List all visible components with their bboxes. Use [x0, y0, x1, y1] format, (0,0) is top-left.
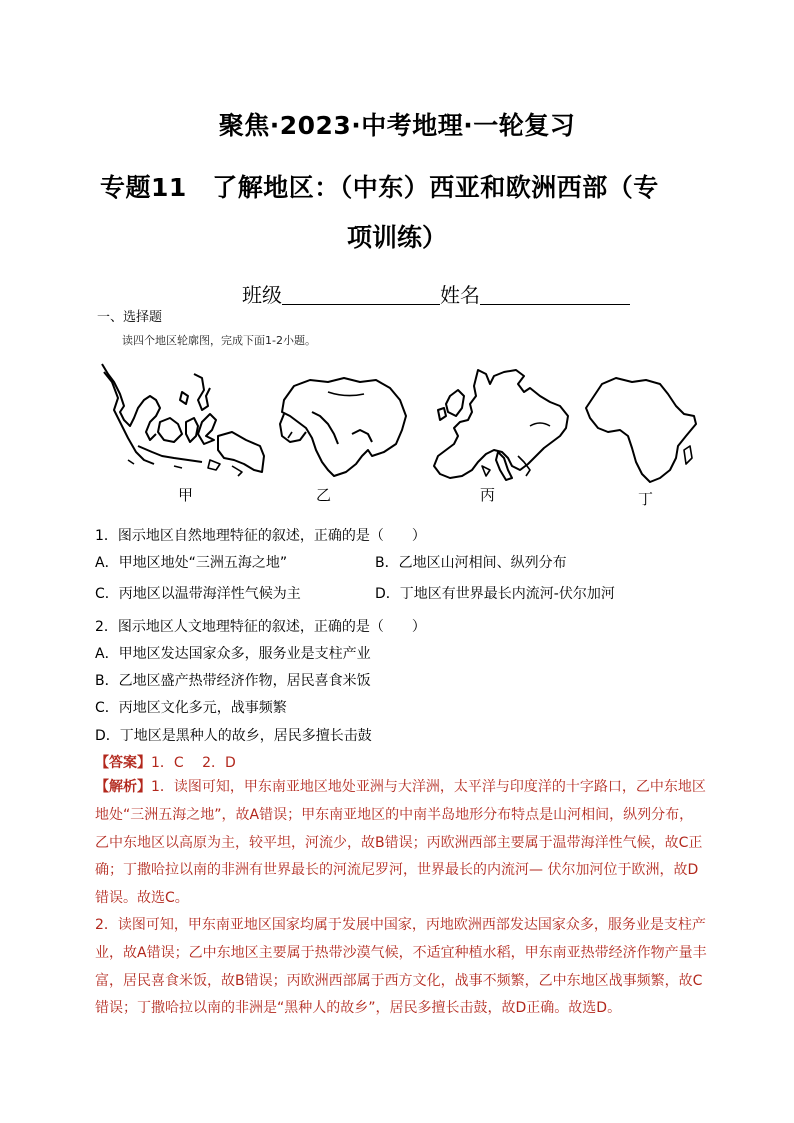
answer-line: [95, 752, 236, 772]
name-label: 姓名: [440, 283, 480, 307]
map-southeast-asia: [98, 360, 266, 478]
question-2-stem: 2．图示地区人文地理特征的叙述，正确的是（ ）: [95, 619, 426, 635]
analysis-paragraph-1: [95, 774, 707, 913]
analysis-text-1: 1．读图可知，甲东南亚地区地处亚洲与大洋洲，太平洋与印度洋的十字路口，乙中东地区地处“三洲五海之地”，故A错误；甲东南亚地区的中南半岛地形分布特点是山河相间，纵列分布，乙中东地区以高原为主，较平坦，河流少，故B错误；丙欧洲西部主要属于温带海洋性气候，故C正确；丁撒哈拉以南的非洲有世界最长的河流尼罗河，世界最长的内流河— 伏尔加河位于欧洲，故D错误。故选C。: [95, 779, 706, 907]
name-blank: [480, 284, 630, 305]
analysis-paragraph-2: [95, 912, 707, 1023]
map-label-yi: 乙: [316, 486, 332, 504]
question-intro: 读四个地区轮廓图，完成下面1-2小题。: [122, 334, 316, 347]
question-2-option-a: A．甲地区发达国家众多，服务业是支柱产业: [95, 646, 371, 662]
map-western-europe: [420, 366, 572, 484]
answer-text: 1．C 2．D: [151, 755, 236, 771]
map-middle-east: [272, 372, 410, 484]
map-label-jia: 甲: [178, 486, 194, 504]
class-label: 班级: [242, 283, 282, 307]
analysis-text-2: 2．读图可知，甲东南亚地区国家均属于发展中国家，丙地欧洲西部发达国家众多，服务业是支柱产业，故A错误；乙中东地区主要属于热带沙漠气候，不适宜种植水稻，甲东南亚热带经济作物产量丰富，居民喜食米饭，故B错误；丙欧洲西部属于西方文化，战事不频繁，乙中东地区战事频繁，故C错误；丁撒哈拉以南的非洲是“黑种人的故乡”，居民多擅长击鼓，故D正确。故选D。: [95, 917, 707, 1017]
question-1-option-d: D．丁地区有世界最长内流河-伏尔加河: [375, 586, 615, 602]
question-2-option-c: C．丙地区文化多元，战事频繁: [95, 700, 287, 716]
answer-tag: 【答案】: [95, 755, 151, 771]
analysis-tag: 【解析】: [95, 779, 151, 795]
question-2-option-b: B．乙地区盛产热带经济作物，居民喜食米饭: [95, 673, 371, 689]
class-blank: [282, 284, 440, 305]
map-label-bing: 丙: [480, 486, 496, 504]
question-1-option-a: A．甲地区地处“三洲五海之地”: [95, 555, 288, 571]
topic-title-continued: 项训练）: [346, 223, 447, 252]
section-heading: 一、选择题: [97, 310, 163, 325]
question-1-stem: 1．图示地区自然地理特征的叙述，正确的是（ ）: [95, 528, 426, 544]
class-name-line: [242, 279, 630, 308]
map-label-ding: 丁: [638, 490, 654, 508]
map-africa: [580, 374, 700, 486]
topic-title: 专题11 了解地区：（中东）西亚和欧洲西部（专: [100, 173, 659, 202]
question-2-option-d: D．丁地区是黑种人的故乡，居民多擅长击鼓: [95, 728, 372, 744]
question-1-option-b: B．乙地区山河相间、纵列分布: [375, 555, 567, 571]
document-title: 聚焦·2023·中考地理·一轮复习: [218, 111, 576, 140]
question-1-option-c: C．丙地区以温带海洋性气候为主: [95, 586, 301, 602]
